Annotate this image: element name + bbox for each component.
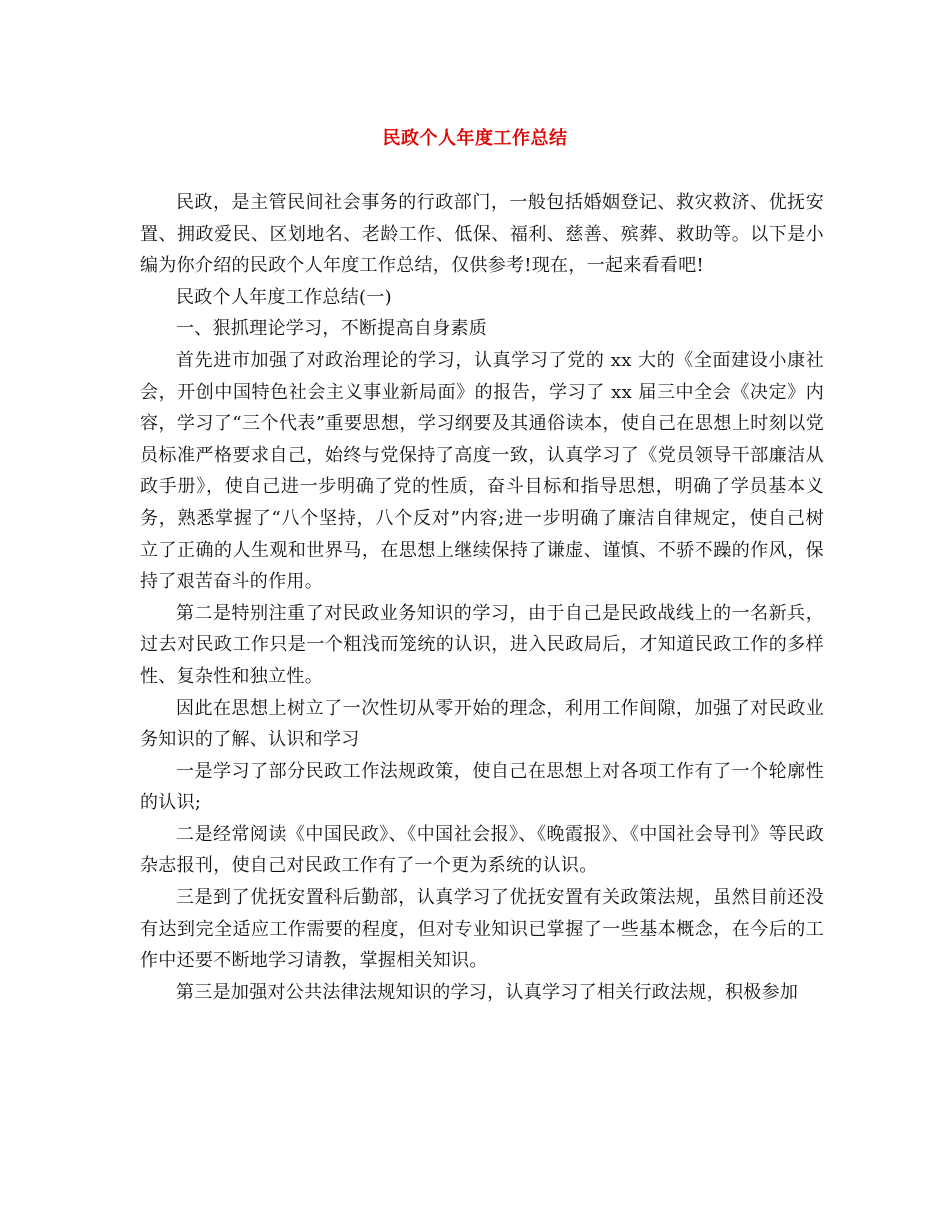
paragraph: 二是经常阅读《中国民政》、《中国社会报》、《晚霞报》、《中国社会导刊》等民政杂志报刊，使自己对民政工作有了一个更为系统的认识。 [140, 823, 824, 877]
paragraph: 第二是特别注重了对民政业务知识的学习，由于自己是民政战线上的一名新兵，过去对民政工作只是一个粗浅而笼统的认识，进入民政局后，才知道民政工作的多样性、复杂性和独立性。 [140, 602, 824, 687]
paragraph: 第三是加强对公共法律法规知识的学习，认真学习了相关行政法规，积极参加 [176, 981, 799, 1003]
paragraph: 一是学习了部分民政工作法规政策，使自己在思想上对各项工作有了一个轮廓性的认识; [140, 760, 824, 814]
section-heading: 民政个人年度工作总结(一) [176, 286, 392, 308]
paragraph-intro: 民政，是主管民间社会事务的行政部门，一般包括婚姻登记、救灾救济、优抚安置、拥政爱民、区划地名、老龄工作、低保、福利、慈善、殡葬、救助等。以下是小编为你介绍的民政个人年度工作总结，仅供参考!现在，一起来看看吧! [140, 192, 824, 277]
subsection-heading: 一、狠抓理论学习，不断提高自身素质 [176, 318, 488, 340]
paragraph: 首先进市加强了对政治理论的学习，认真学习了党的 xx 大的《全面建设小康社会，开创中国特色社会主义事业新局面》的报告，学习了 xx 届三中全会《决定》内容，学习了“三个代表”重要思想，学习纲要及其通俗读本，使自己在思想上时刻以党员标准严格要求自己，始终与党保持了高度一致，认真学习了《党员领导干部廉洁从政手册》，使自己进一步明确了党的性质，奋斗目标和指导思想，明确了学员基本义务，熟悉掌握了“八个坚持，八个反对”内容;进一步明确了廉洁自律规定，使自己树立了正确的人生观和世界马，在思想上继续保持了谦虚、谨慎、不骄不躁的作风，保持了艰苦奋斗的作用。 [140, 349, 824, 593]
document-body [140, 187, 824, 1008]
document-title: 民政个人年度工作总结 [382, 128, 568, 149]
paragraph: 三是到了优抚安置科后勤部，认真学习了优抚安置有关政策法规，虽然目前还没有达到完全适应工作需要的程度，但对专业知识已掌握了一些基本概念，在今后的工作中还要不断地学习请教，掌握相关知识。 [140, 887, 824, 972]
paragraph: 因此在思想上树立了一次性切从零开始的理念，利用工作间隙，加强了对民政业务知识的了解、认识和学习 [140, 697, 824, 751]
